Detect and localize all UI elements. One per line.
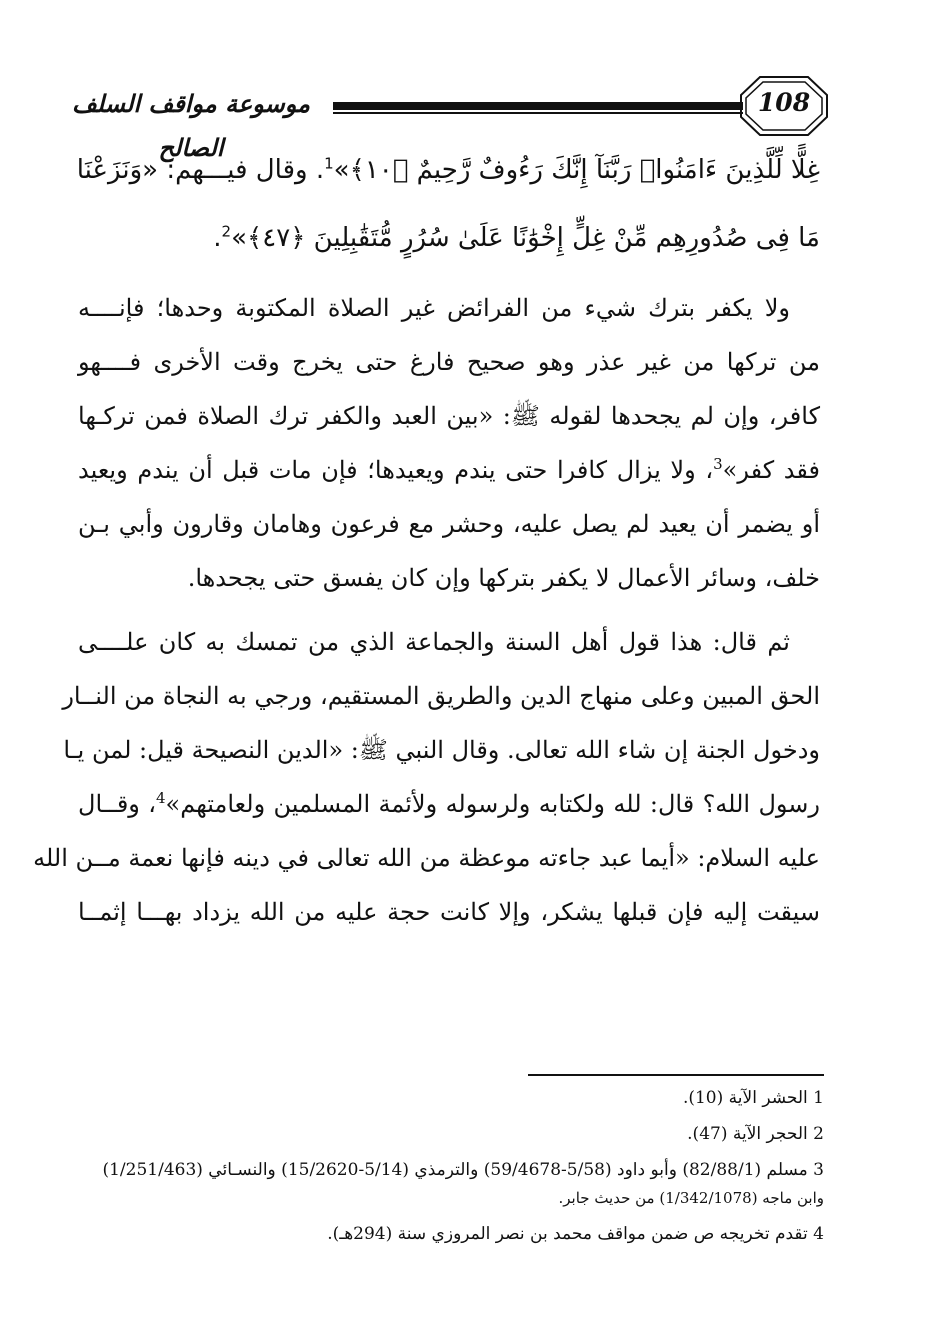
paragraph-text: ، ولا يزال كافرا حتى يندم ويعيدها؛ فإن مات قبل أن يندم ويعيد bbox=[78, 456, 714, 484]
paragraph-line: ولا يكفر بترك شيء من الفرائض غير الصلاة المكتوبة وحدها؛ فإنــــه bbox=[78, 294, 791, 322]
paragraph-line: سيقت إليه فإن قبلها يشكر، وإلا كانت حجة عليه من الله يزداد بهـــا إثمــا bbox=[78, 898, 820, 926]
footnotes bbox=[90, 1086, 824, 1258]
footnote-ref[interactable]: 4 bbox=[156, 789, 166, 807]
page-number: 108 bbox=[757, 88, 811, 117]
footnote-text: الحشر الآية (10). bbox=[682, 1088, 808, 1108]
footnote-ref[interactable]: 2 bbox=[221, 222, 232, 241]
header-rule bbox=[333, 102, 743, 110]
footnote bbox=[90, 1122, 824, 1146]
paragraph-line: خلف، وسائر الأعمال لا يكفر بتركها وإن كان يفسق حتى يجحدها. bbox=[187, 564, 820, 592]
paragraph-line: أو يضمر أن يعيد لم يصل عليه، وحشر مع فرعون وهامان وقارون وأبي بـن bbox=[78, 510, 820, 538]
quran-verse-line bbox=[78, 148, 820, 196]
footnote bbox=[90, 1086, 824, 1110]
paragraph-line: الحق المبين وعلى منهاج الدين والطريق المستقيم، ورجي به النجاة من النــار bbox=[62, 682, 820, 710]
footnote-ref[interactable]: 1 bbox=[324, 154, 334, 173]
footnote-number: 3 bbox=[813, 1160, 824, 1180]
paragraph-line: ثم قال: هذا قول أهل السنة والجماعة الذي من تمسك به كان علــــى bbox=[78, 628, 790, 656]
footnote-text: تقدم تخريجه ص ضمن مواقف محمد بن نصر المروزي سنة (294هـ). bbox=[327, 1224, 808, 1244]
footnote-text: مسلم (82/88/1) وأبو داود (5/58-59/4678) والترمذي (5/14-15/2620) والنسـائي (1/251/463) bbox=[102, 1160, 808, 1180]
quran-verse-text: غِلًّا لِّلَّذِينَ ءَامَنُوا۟ رَبَّنَآ إِنَّكَ رَءُوفٌ رَّحِيمٌ ﴿١٠﴾» bbox=[333, 155, 820, 185]
quran-verse-line bbox=[78, 216, 820, 264]
paragraph-line bbox=[78, 452, 820, 488]
paragraph-line: من تركها من غير عذر وهو صحيح فارغ حتى يخرج وقت الأخرى فــــهو bbox=[78, 348, 820, 376]
paragraph-line: كافر، وإن لم يجحدها لقوله ﷺ: «بين العبد والكفر ترك الصلاة فمن تركـها bbox=[78, 402, 820, 430]
quran-line-tail: . وقال فيـــهم: «وَنَزَعْنَا bbox=[76, 155, 325, 185]
quran-line-tail: . bbox=[213, 223, 222, 253]
footnote-continuation: وابن ماجه (1/342/1078) من حديث جابر. bbox=[558, 1189, 824, 1207]
paragraph-line: ودخول الجنة إن شاء الله تعالى. وقال النبي ﷺ: «الدين النصيحة قيل: لمن يـا bbox=[63, 736, 820, 764]
footnote-text: الحجر الآية (47). bbox=[687, 1124, 808, 1144]
page-header bbox=[55, 72, 830, 162]
footnote-number: 4 bbox=[813, 1224, 824, 1244]
footnote bbox=[90, 1222, 824, 1246]
footnote-ref[interactable]: 3 bbox=[713, 455, 723, 473]
quote-text: فقد كفر» bbox=[722, 456, 820, 484]
footnote-number: 1 bbox=[813, 1088, 824, 1108]
footnote bbox=[90, 1158, 824, 1182]
paragraph-text: ، وقــال bbox=[78, 790, 156, 818]
paragraph-gap bbox=[78, 614, 820, 624]
quote-text: رسول الله؟ قال: لله ولكتابه ولرسوله ولأئمة المسلمين ولعامتهم» bbox=[165, 790, 821, 818]
footnote-separator bbox=[528, 1074, 824, 1076]
paragraph-line: عليه السلام: «أيما عبد جاءته موعظة من الله تعالى في دينه فإنها نعمة مــن الله bbox=[33, 844, 820, 872]
footnote-number: 2 bbox=[813, 1124, 824, 1144]
page-number-badge bbox=[738, 74, 830, 138]
book-title: موسوعة مواقف السلف الصالح bbox=[71, 90, 311, 162]
main-text bbox=[33, 148, 821, 948]
quran-verse-text: مَا فِى صُدُورِهِم مِّنْ غِلٍّ إِخْوَٰنًا عَلَىٰ سُرُرٍ مُّتَقَٰبِلِينَ ﴿٤٧﴾» bbox=[231, 223, 820, 253]
paragraph-line bbox=[78, 786, 820, 822]
